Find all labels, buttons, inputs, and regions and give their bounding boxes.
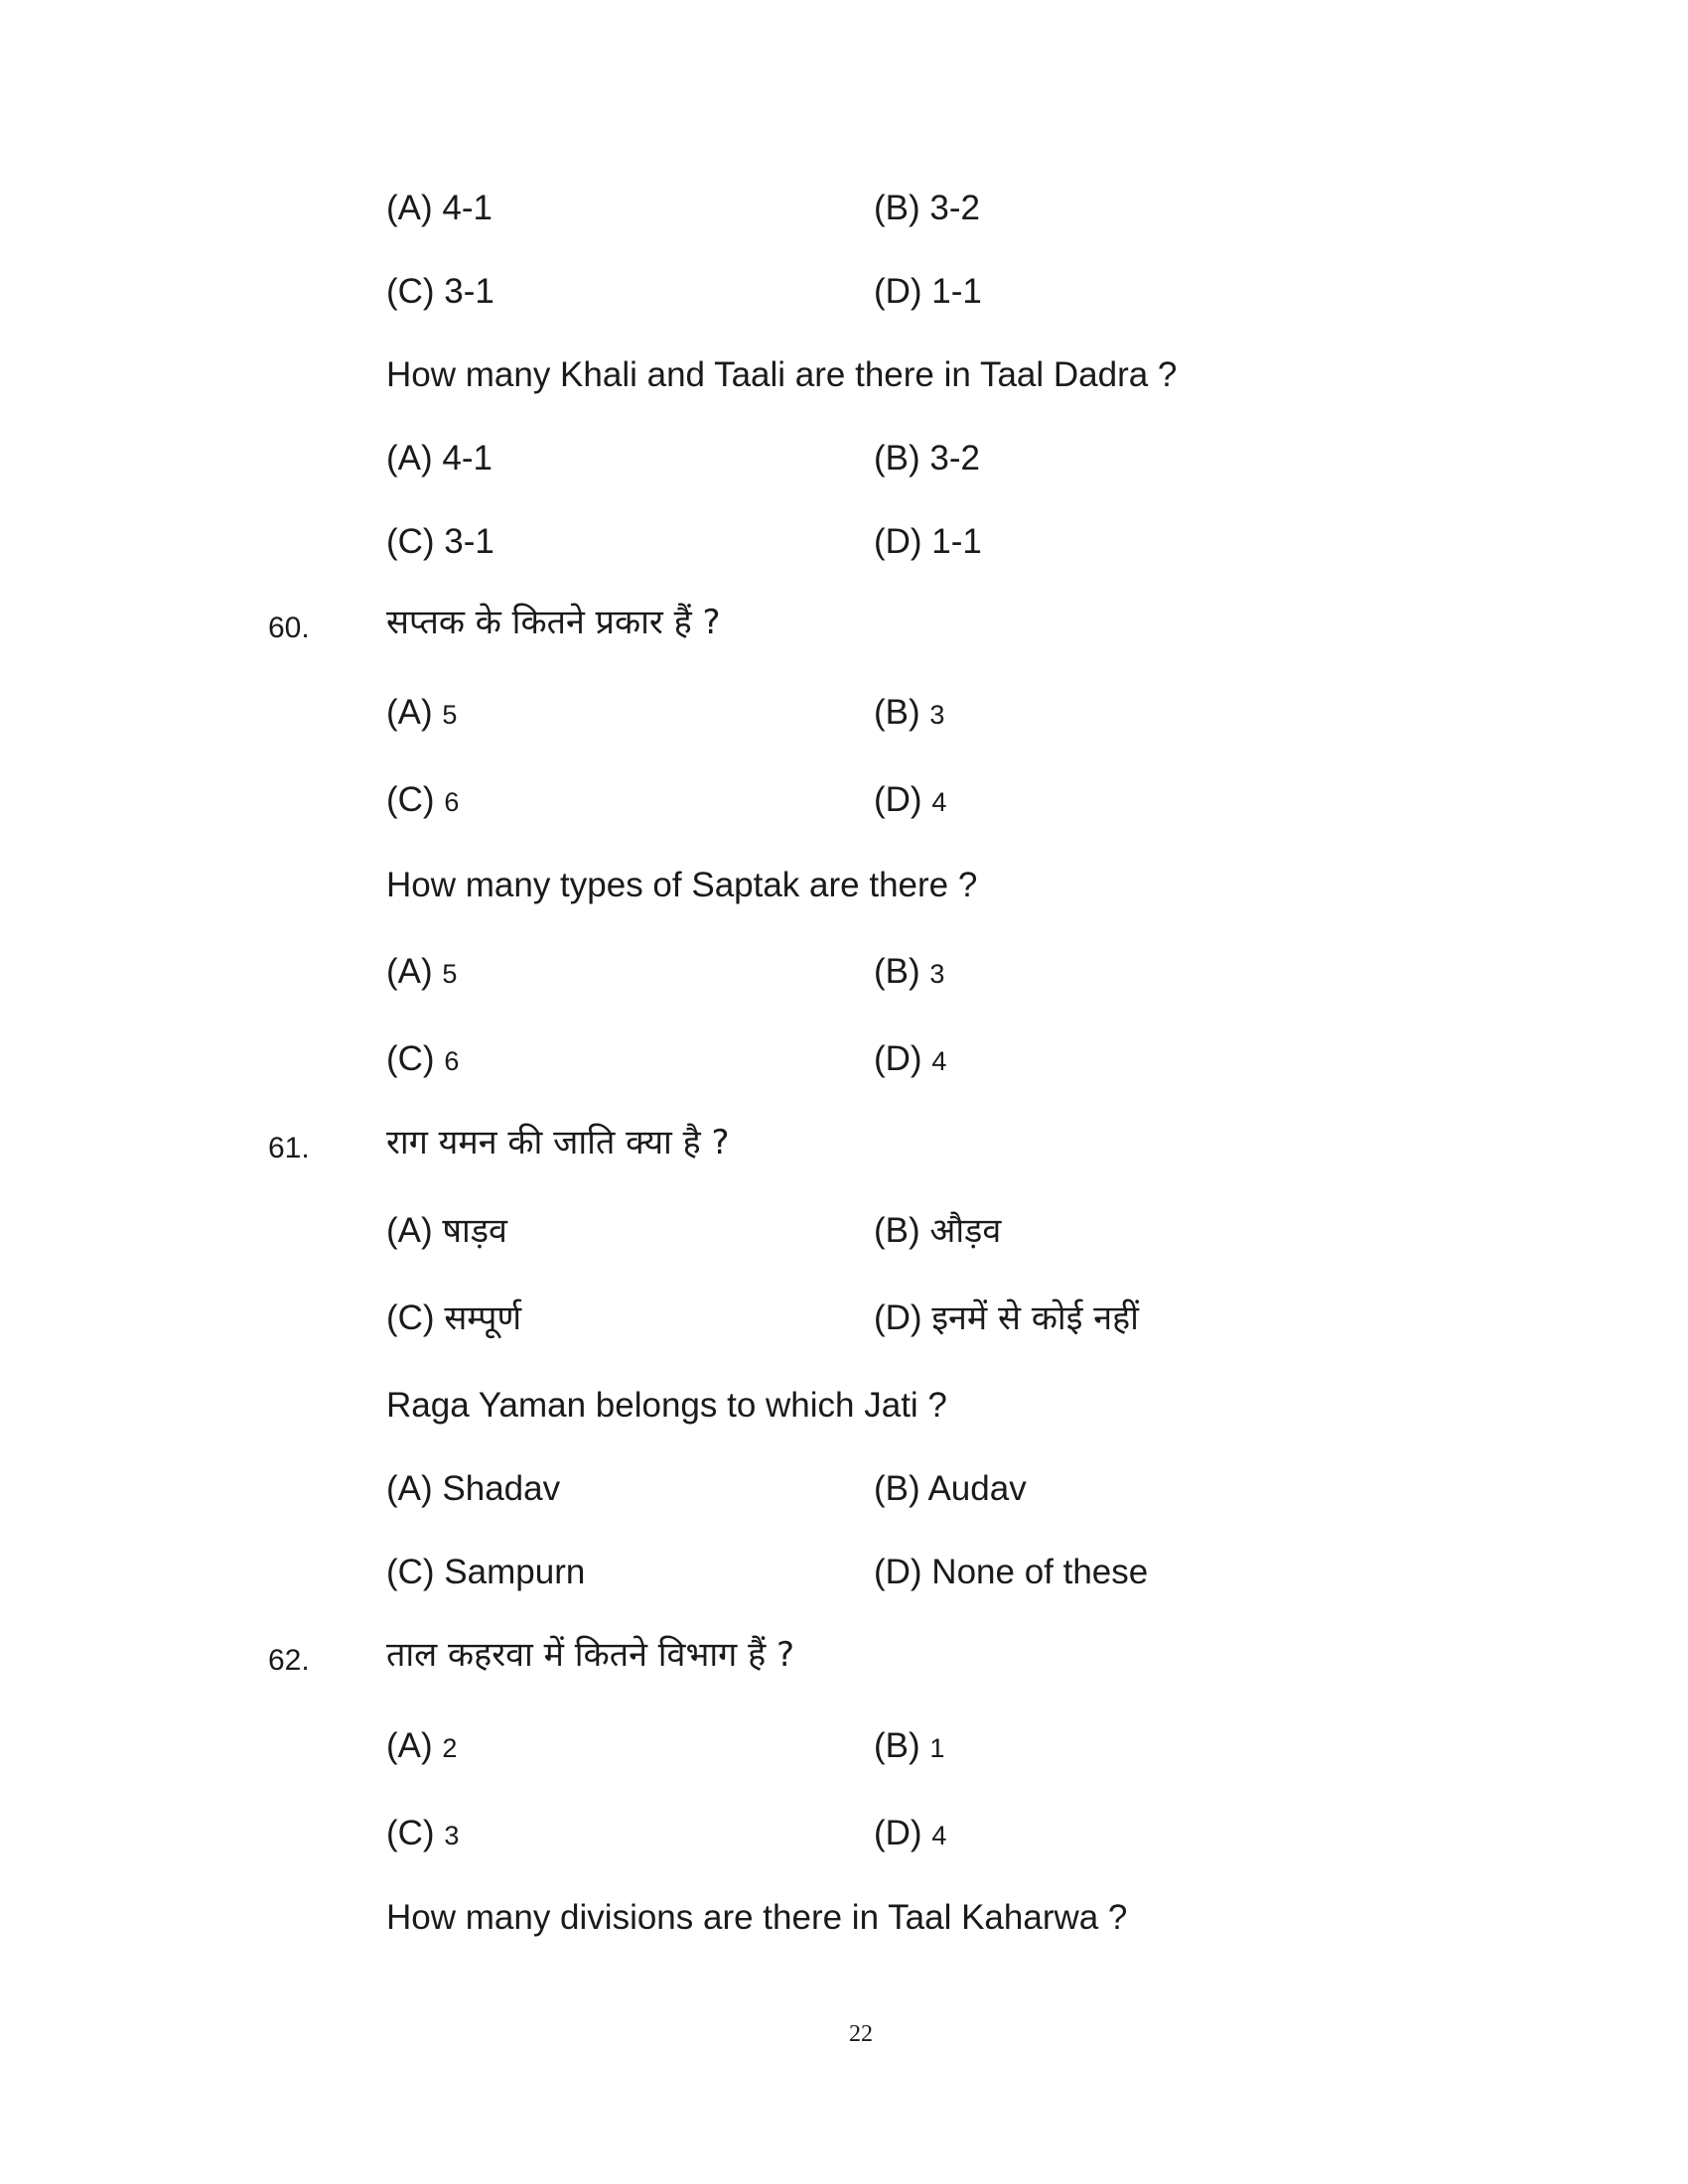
- option-b: (B) 3-2: [874, 439, 980, 478]
- option-value: 2: [442, 1733, 458, 1763]
- option-label: (D): [874, 1039, 922, 1078]
- option-d: [874, 782, 946, 817]
- question-text-english: How many types of Saptak are there ?: [386, 866, 978, 904]
- option-label: (D): [874, 780, 922, 819]
- option-c: [386, 1041, 459, 1076]
- option-value: औड़व: [929, 1211, 1002, 1251]
- option-label: (A): [386, 1726, 433, 1765]
- question-text-english: Raga Yaman belongs to which Jati ?: [386, 1386, 947, 1425]
- option-c: (C) 3-1: [386, 522, 494, 561]
- option-c: [386, 1816, 459, 1850]
- option-d: [874, 1298, 1139, 1338]
- option-a: (A) 4-1: [386, 439, 492, 478]
- option-label: (C): [386, 1039, 435, 1078]
- question-text-hindi: राग यमन की जाति क्या है ?: [386, 1123, 730, 1162]
- option-a: [386, 954, 457, 989]
- option-b: (B) Audav: [874, 1469, 1027, 1508]
- question-text-english: How many Khali and Taali are there in Taal Dadra ?: [386, 355, 1178, 394]
- option-c: (C) Sampurn: [386, 1553, 586, 1591]
- option-c: [386, 1298, 522, 1338]
- option-value: 5: [442, 959, 458, 989]
- option-label: (B): [874, 1211, 920, 1250]
- question-number: 61.: [268, 1132, 310, 1164]
- option-value: षाड़व: [442, 1211, 507, 1251]
- question-text-english: How many divisions are there in Taal Kaharwa ?: [386, 1898, 1128, 1937]
- option-label: (C): [386, 1814, 435, 1852]
- option-d: [874, 1041, 946, 1076]
- option-value: 6: [444, 1046, 460, 1076]
- option-label: (D): [874, 1298, 922, 1337]
- question-number: 60.: [268, 612, 310, 644]
- option-label: (C): [386, 1298, 435, 1337]
- option-value: 3: [444, 1821, 460, 1850]
- option-value: 4: [931, 1046, 947, 1076]
- option-value: 1: [929, 1733, 945, 1763]
- option-label: (A): [386, 693, 433, 732]
- option-a: (A) Shadav: [386, 1469, 561, 1508]
- option-b: [874, 1728, 944, 1763]
- question-text-hindi: सप्तक के कितने प्रकार हैं ?: [386, 603, 721, 642]
- option-label: (D): [874, 1814, 922, 1852]
- option-value: 6: [444, 787, 460, 817]
- option-value: सम्पूर्ण: [444, 1298, 522, 1338]
- option-value: 4: [931, 787, 947, 817]
- option-d: (D) None of these: [874, 1553, 1149, 1591]
- option-b: [874, 1211, 1002, 1251]
- option-a: [386, 1211, 507, 1251]
- option-label: (C): [386, 780, 435, 819]
- option-d: [874, 1816, 946, 1850]
- option-value: 5: [442, 700, 458, 730]
- question-number: 62.: [268, 1644, 310, 1677]
- option-a: [386, 695, 457, 730]
- question-text-hindi: ताल कहरवा में कितने विभाग हैं ?: [386, 1635, 795, 1675]
- page-number: 22: [849, 2021, 873, 2047]
- option-label: (B): [874, 1726, 920, 1765]
- option-b: [874, 954, 944, 989]
- option-c: (C) 3-1: [386, 272, 494, 311]
- option-label: (A): [386, 1211, 433, 1250]
- option-value: 4: [931, 1821, 947, 1850]
- option-b: (B) 3-2: [874, 189, 980, 227]
- option-a: [386, 1728, 457, 1763]
- option-value: इनमें से कोई नहीं: [931, 1298, 1139, 1338]
- option-d: (D) 1-1: [874, 522, 982, 561]
- option-b: [874, 695, 944, 730]
- option-label: (A): [386, 952, 433, 991]
- option-value: 3: [929, 959, 945, 989]
- option-d: (D) 1-1: [874, 272, 982, 311]
- option-c: [386, 782, 459, 817]
- option-value: 3: [929, 700, 945, 730]
- option-label: (B): [874, 952, 920, 991]
- option-a: (A) 4-1: [386, 189, 492, 227]
- option-label: (B): [874, 693, 920, 732]
